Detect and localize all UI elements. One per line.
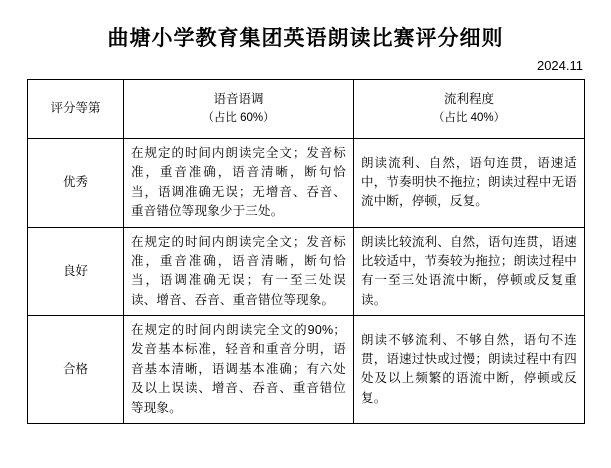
tone-criteria-cell: 在规定的时间内朗读完全文的90%；发音基本标准，轻音和重音分明，语音基本清晰，语调基本准确；有六处及以上误读、增音、吞音、重音错位等现象。 — [124, 316, 354, 424]
table-header-row — [28, 80, 585, 139]
header-grade-label: 评分等第 — [50, 101, 101, 116]
fluency-criteria-cell: 朗读流利、自然，语句连贯，语速适中，节奏明快不拖拉；朗读过程中无语流中断，停顿，反复。 — [354, 139, 585, 228]
table-row — [28, 227, 585, 316]
document-date: 2024.11 — [536, 58, 583, 73]
header-tone — [124, 80, 354, 139]
grade-cell: 良好 — [28, 227, 124, 316]
table-row — [28, 316, 585, 424]
fluency-criteria-cell: 朗读比较流利、自然，语句连贯，语速比较适中，节奏较为拖拉；朗读过程中有一至三处语流中断，停顿或反复重读。 — [354, 227, 585, 316]
page-title: 曲塘小学教育集团英语朗读比赛评分细则 — [107, 27, 504, 50]
tone-criteria-cell: 在规定的时间内朗读完全文；发音标准，重音准确，语音清晰，断句恰当，语调准确无误；无增音、吞音、重音错位等现象少于三处。 — [124, 139, 354, 228]
table-row — [28, 139, 585, 228]
tone-criteria-cell: 在规定的时间内朗读完全文；发音标准，重音准确，语音清晰，断句恰当，语调准确无误；有一至三处误读、增音、吞音、重音错位等现象。 — [124, 227, 354, 316]
fluency-criteria-cell: 朗读不够流利、不够自然，语句不连贯，语速过快或过慢；朗读过程中有四处及以上频繁的语流中断，停顿或反复。 — [354, 316, 585, 424]
header-tone-label: 语音语调 — [213, 91, 264, 106]
rubric-table-container — [0, 79, 611, 424]
grade-cell: 合格 — [28, 316, 124, 424]
grade-cell: 优秀 — [28, 139, 124, 228]
header-grade — [28, 80, 124, 139]
rubric-table — [27, 79, 585, 424]
header-fluency-weight: （占比 40%） — [432, 112, 506, 125]
header-fluency — [354, 80, 585, 139]
header-tone-weight: （占比 60%） — [202, 112, 275, 125]
header-fluency-label: 流利程度 — [443, 91, 494, 106]
